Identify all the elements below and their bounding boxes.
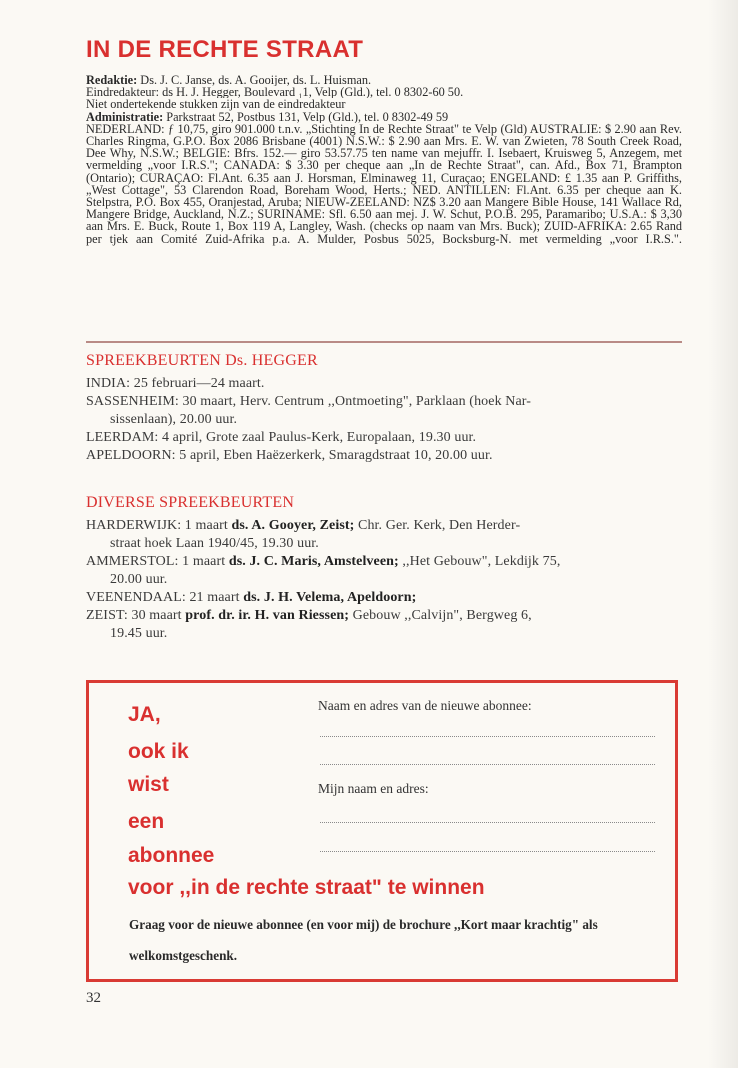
list-item: INDIA: 25 februari—24 maart.: [86, 376, 265, 391]
section-heading: DIVERSE SPREEKBEURTEN: [86, 494, 295, 511]
list-item: SASSENHEIM: 30 maart, Herv. Centrum ,,Ontmoeting", Parklaan (hoek Nar- sissenlaan), 20.00 uur.: [86, 394, 532, 427]
new-subscriber-line-2[interactable]: [320, 764, 655, 765]
own-address-line-2[interactable]: [320, 851, 655, 852]
list-item: [86, 589, 686, 607]
redaktie-names: Ds. J. C. Janse, ds. A. Gooijer, ds. L. Huisman.: [137, 74, 372, 87]
eindredakteur-line: Eindredakteur: ds H. J. Hegger, Boulevard ₁1, Velp (Gld.), tel. 0 8302-60 50.: [86, 86, 464, 99]
list-item: [86, 607, 686, 643]
own-address-label: Mijn naam en adres:: [318, 781, 429, 796]
entry-place-date: ZEIST: 30 maart: [86, 608, 186, 623]
entry-location: ,,Het Gebouw", Lekdijk 75, 20.00 uur.: [110, 554, 561, 587]
coupon-ja-word: wist: [128, 773, 169, 796]
administratie-address: Parkstraat 52, Postbus 131, Velp (Gld.), tel. 0 8302-49 59: [163, 110, 449, 123]
page-number: 32: [86, 990, 101, 1006]
list-item: APELDOORN: 5 april, Eben Haëzerkerk, Smaragdstraat 10, 20.00 uur.: [86, 448, 493, 463]
entry-speaker: ds. J. C. Maris, Amstelveen;: [228, 554, 399, 569]
administratie-line: [86, 111, 682, 123]
spreekbeurten-hegger-section: [86, 352, 686, 465]
redaktie-label: Redaktie:: [86, 74, 138, 87]
new-subscriber-label: Naam en adres van de nieuwe abonnee:: [318, 698, 532, 713]
page-edge-shadow: [708, 0, 738, 1068]
diverse-spreekbeurten-section: [86, 494, 686, 643]
list-item: LEERDAM: 4 april, Grote zaal Paulus-Kerk, Europalaan, 19.30 uur.: [86, 430, 477, 445]
entry-speaker: ds. J. H. Velema, Apeldoorn;: [243, 590, 417, 605]
coupon-ja-word: abonnee: [128, 844, 215, 867]
redaktie-line: [86, 74, 682, 86]
entry-place-date: HARDERWIJK: 1 maart: [86, 518, 232, 533]
coupon-request-text: Graag voor de nieuwe abonnee (en voor mij) de brochure ,,Kort maar krachtig" als welkomstgeschenk.: [129, 917, 598, 963]
new-subscriber-line-1[interactable]: [320, 736, 655, 737]
coupon-ja-word: ook ik: [128, 740, 189, 763]
entry-location: Gebouw ,,Calvijn", Bergweg 6, 19.45 uur.: [110, 608, 532, 641]
entry-speaker: prof. dr. ir. H. van Riessen;: [185, 608, 350, 623]
coupon-slogan: voor ,,in de rechte straat" te winnen: [128, 876, 485, 899]
entry-speaker: ds. A. Gooyer, Zeist;: [231, 518, 355, 533]
section-divider: [86, 341, 682, 343]
entry-place-date: VEENENDAAL: 21 maart: [86, 590, 244, 605]
niet-ondertekend-line: Niet ondertekende stukken zijn van de eindredakteur: [86, 98, 346, 111]
administratie-label: Administratie:: [86, 110, 164, 123]
own-address-line-1[interactable]: [320, 822, 655, 823]
page-title: IN DE RECHTE STRAAT: [86, 36, 364, 63]
list-item: [86, 517, 686, 553]
list-item: [86, 553, 686, 589]
entry-location: Chr. Ger. Kerk, Den Herder- straat hoek Laan 1940/45, 19.30 uur.: [110, 518, 521, 551]
section-heading: SPREEKBEURTEN Ds. HEGGER: [86, 352, 318, 369]
subscription-rates: NEDERLAND: ƒ 10,75, giro 901.000 t.n.v. „Stichting In de Rechte Straat" te Velp (Gld) AUSTRALIE: $ 2.90 aan Rev. Charles Ringma, G.P.O. Box 2086 Brisbane (4001) N.S.W.: $ 2.90 aan Mrs. E. W. van Zwieten, 78 South Creek Road, Dee Why, N.S.W.; BELGIE: Bfrs. 152.— giro 53.57.75 ten name van mejuffr. I. Isebaert, Kruisweg 5, Anzegem, met vermelding „voor I.R.S."; CANADA: $ 3.30 per cheque aan „In de Rechte Straat", can. Afd., Box 71, Brampton (Ontario); CURAÇAO: Fl.Ant. 6.35 aan J. Horsman, Elminaweg 11, Curaçao; ENGELAND: £ 1.35 aan P. Griffiths, „West Cottage", 53 Clarendon Road, Boreham Wood, Herts.; NED. ANTILLEN: Fl.Ant. 6.35 per cheque aan K. Stelpstra, P.O. Box 455, Oranjestad, Aruba; NIEUW-ZEELAND: NZ$ 3.20 aan Mangere Bible House, 141 Wallace Rd, Mangere Bridge, Auckland, N.Z.; SURINAME: Sfl. 6.50 aan mej. J. W. Schut, P.O.B. 295, Paramaribo; U.S.A.: $ 3,30 aan Mrs. E. Buck, Route 1, Box 119 A, Langley, Wash. (checks op naam van Mrs. Buck); ZUID-AFRIKA: 2.65 Rand per tjek aan Comité Zuid-Afrika p.a. A. Mulder, Posbus 5025, Bocksburg-N. met vermelding „voor I.R.S.".: [86, 121, 682, 246]
coupon-ja-word: een: [128, 810, 165, 833]
entry-place-date: AMMERSTOL: 1 maart: [86, 554, 229, 569]
colophon: [86, 74, 682, 245]
coupon-ja-word: JA,: [128, 703, 161, 726]
